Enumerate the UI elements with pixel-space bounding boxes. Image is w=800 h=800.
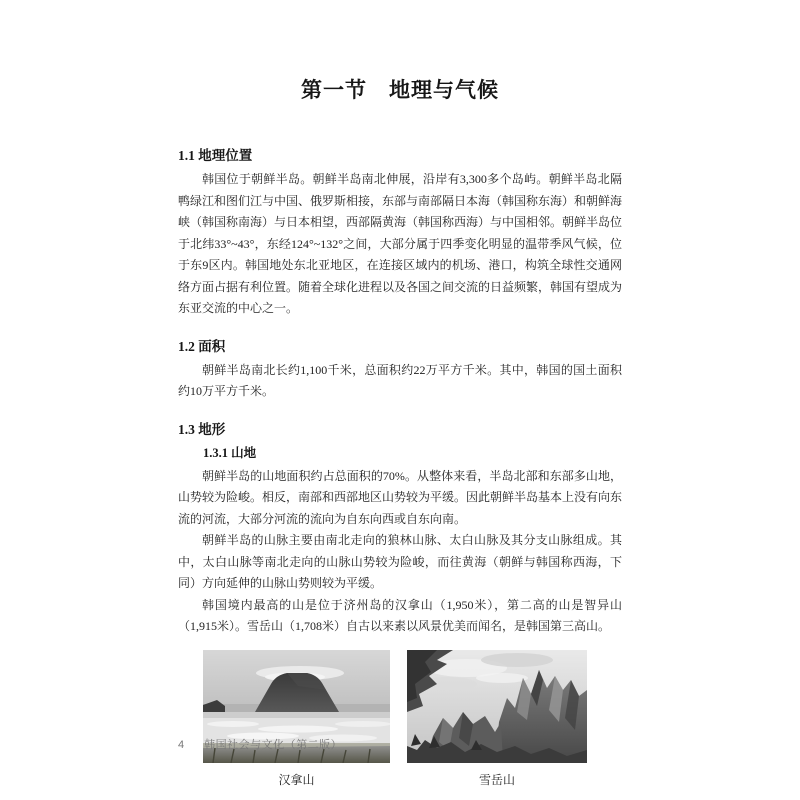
paragraph: 韩国位于朝鲜半岛。朝鲜半岛南北伸展，沿岸有3,300多个岛屿。朝鲜半岛北隔鸭绿江和图们江与中国、俄罗斯相接，东部与南部隔日本海（韩国称东海）和朝鲜海峡（韩国称南海）与日本相望，西部隔黄海（韩国称西海）与中国相邻。朝鲜半岛位于北纬33°~43°，东经124°~132°之间，大部分属于四季变化明显的温带季风气候，位于东9区内。韩国地处东北亚地区，在连接区域内的机场、港口，构筑全球性交通网络方面占据有利位置。随着全球化进程以及各国之间交流的日益频繁，韩国有望成为东亚交流的中心之一。 [178, 172, 623, 315]
figure-seoraksan [407, 650, 587, 788]
page-content [178, 0, 622, 788]
section-heading: 1.3 地形 [178, 421, 226, 437]
section-geographic-location [178, 144, 622, 320]
section-heading: 1.1 地理位置 [178, 148, 253, 163]
page-number: 4 [178, 739, 185, 751]
section-area [178, 335, 622, 403]
seoraksan-photo [407, 650, 587, 763]
paragraph: 朝鲜半岛南北长约1,100千米，总面积约22万平方千米。其中，韩国的国土面积约10万平方千米。 [178, 362, 622, 398]
figure-caption-hallasan: 汉拿山 [278, 772, 315, 787]
subsection-heading-mountains: 1.3.1 山地 [203, 445, 257, 460]
paragraph: 朝鲜半岛的山脉主要由南北走向的狼林山脉、太白山脉及其分支山脉组成。其中，太白山脉等南北走向的山脉山势较为险峻，而往黄海（朝鲜与韩国称西海，下同）方向延伸的山脉山势则较为平缓。 [178, 533, 622, 590]
figures-row [203, 650, 622, 788]
chapter-section-title: 第一节 地理与气候 [301, 78, 499, 102]
figure-caption-seoraksan: 雪岳山 [478, 772, 515, 787]
figure-hallasan [203, 650, 390, 788]
paragraph: 朝鲜半岛的山地面积约占总面积的70%。从整体来看，半岛北部和东部多山地，山势较为险峻。相反，南部和西部地区山势较为平缓。因此朝鲜半岛基本上没有向东流的河流，大部分河流的流向为自东向西或自东向南。 [178, 468, 623, 526]
section-terrain [178, 418, 622, 638]
page-footer [178, 736, 342, 752]
footer-book-title: 韩国社会与文化（第二版） [204, 739, 343, 751]
paragraph: 韩国境内最高的山是位于济州岛的汉拿山（1,950米），第二高的山是智异山（1,915米）。雪岳山（1,708米）自古以来素以风景优美而闻名，是韩国第三高山。 [178, 597, 622, 633]
section-heading: 1.2 面积 [178, 338, 226, 354]
